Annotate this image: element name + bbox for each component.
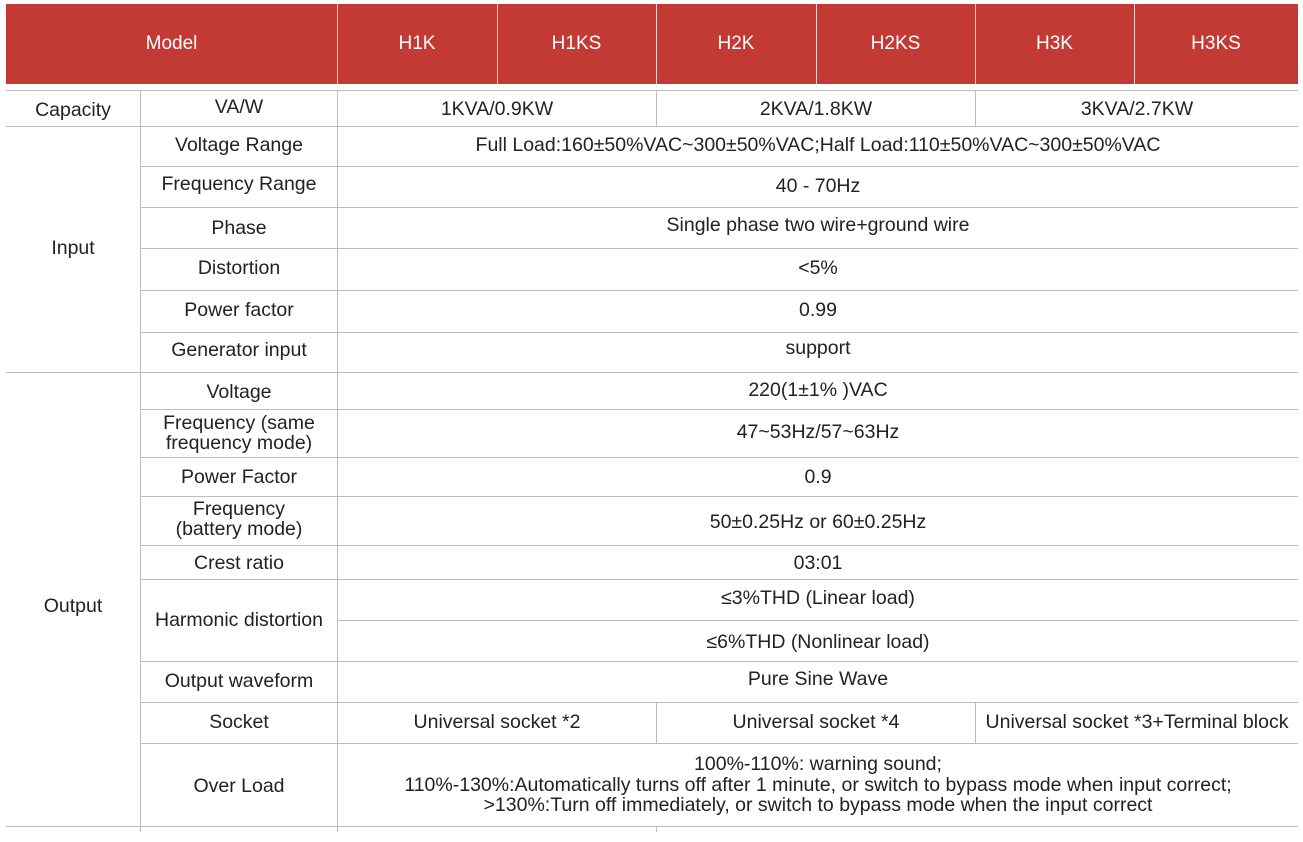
input-value-generator: support: [785, 337, 851, 360]
output-value-socket-3k: Universal socket *3+Terminal block: [985, 710, 1289, 733]
output-value-crest-ratio: 03:01: [793, 552, 843, 575]
output-param-frequency-battery-line1: Frequency: [192, 498, 286, 521]
output-param-overload: Over Load: [193, 774, 285, 797]
output-param-frequency-battery-line2: (battery mode): [175, 517, 303, 540]
header-model-h2ks: H2KS: [870, 33, 921, 54]
overload-line-3: >130%:Turn off immediately, or switch to bypass mode when the input correct: [483, 794, 1153, 817]
header-model-h2k: H2K: [717, 33, 755, 54]
input-section-label: Input: [51, 237, 95, 260]
input-value-frequency-range: 40 - 70Hz: [775, 174, 861, 197]
header-model-h1k: H1K: [398, 33, 436, 54]
grid-line: [656, 826, 657, 832]
output-param-frequency-battery: [141, 496, 337, 543]
output-param-harmonic: Harmonic distortion: [155, 608, 323, 631]
output-section-label: Output: [43, 595, 103, 618]
capacity-value-1k: 1KVA/0.9KW: [440, 98, 554, 121]
input-param-generator: Generator input: [171, 339, 307, 362]
output-value-socket-1k: Universal socket *2: [413, 710, 581, 733]
output-param-frequency-same-line2: frequency mode): [165, 431, 313, 454]
input-value-distortion: <5%: [798, 257, 838, 280]
input-value-power-factor: 0.99: [799, 299, 837, 322]
output-value-socket-2k: Universal socket *4: [732, 710, 900, 733]
output-param-frequency-same: [141, 410, 337, 457]
input-param-distortion: Distortion: [197, 257, 281, 280]
output-param-waveform: Output waveform: [164, 669, 314, 692]
header-model-label: Model: [145, 33, 198, 54]
capacity-label: Capacity: [35, 99, 111, 122]
header-model-h1ks: H1KS: [551, 33, 602, 54]
output-value-frequency-battery: 50±0.25Hz or 60±0.25Hz: [709, 510, 927, 533]
input-param-frequency-range: Frequency Range: [161, 173, 317, 196]
output-param-crest-ratio: Crest ratio: [194, 552, 284, 575]
input-param-voltage-range: Voltage Range: [175, 134, 303, 157]
output-value-harmonic-linear: ≤3%THD (Linear load): [721, 587, 915, 610]
output-value-power-factor: 0.9: [804, 466, 832, 489]
output-param-frequency-same-line1: Frequency (same: [163, 412, 315, 435]
output-value-harmonic-nonlinear: ≤6%THD (Nonlinear load): [706, 630, 930, 653]
capacity-value-3k: 3KVA/2.7KW: [1080, 98, 1194, 121]
input-param-power-factor: Power factor: [184, 299, 294, 322]
output-value-frequency-same: 47~53Hz/57~63Hz: [736, 421, 900, 444]
header-model-h3ks: H3KS: [1191, 33, 1241, 54]
output-value-overload: [338, 744, 1298, 826]
capacity-value-2k: 2KVA/1.8KW: [759, 98, 873, 121]
output-param-socket: Socket: [209, 710, 269, 733]
capacity-param: VA/W: [214, 96, 264, 119]
output-param-voltage: Voltage: [206, 380, 272, 403]
input-param-phase: Phase: [211, 216, 267, 239]
input-value-phase: Single phase two wire+ground wire: [666, 214, 970, 237]
overload-line-2: 110%-130%:Automatically turns off after 1 minute, or switch to bypass mode when input correct;: [404, 773, 1232, 796]
output-value-voltage: 220(1±1% )VAC: [748, 378, 888, 401]
input-value-voltage-range: Full Load:160±50%VAC~300±50%VAC;Half Load:110±50%VAC~300±50%VAC: [475, 134, 1161, 157]
overload-line-1: 100%-110%: warning sound;: [694, 753, 942, 776]
output-value-waveform: Pure Sine Wave: [747, 667, 889, 690]
header-model-h3k: H3K: [1036, 33, 1073, 54]
output-param-power-factor: Power Factor: [181, 466, 297, 489]
